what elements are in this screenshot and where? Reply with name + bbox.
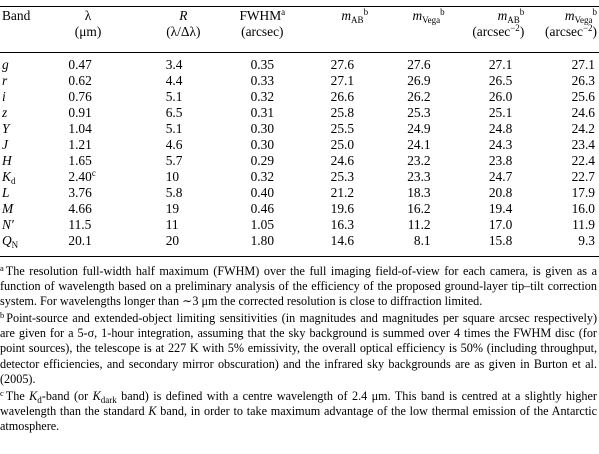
cell-band: N′ bbox=[2, 217, 14, 232]
table-row bbox=[0, 105, 599, 121]
cell-m-vega: 24.9 bbox=[407, 121, 431, 136]
cell-band: $K_d$ bbox=[2, 169, 16, 186]
cell-fwhm: 0.33 bbox=[250, 73, 275, 88]
cell-resolution: 6.5 bbox=[165, 105, 183, 120]
cell-fwhm: 0.32 bbox=[250, 169, 275, 184]
table-row bbox=[0, 137, 599, 153]
table-row bbox=[0, 201, 599, 217]
cell-m-vega: 26.9 bbox=[407, 73, 431, 88]
cell-m-ab: 25.8 bbox=[330, 105, 355, 120]
cell-lambda: 4.66 bbox=[68, 201, 92, 216]
cell-resolution: 11 bbox=[165, 217, 179, 232]
cell-fwhm: 1.80 bbox=[250, 233, 275, 248]
cell-m-ab: 26.6 bbox=[330, 89, 355, 104]
cell-m-vega-surface: 26.3 bbox=[571, 73, 595, 88]
bottom-rule bbox=[0, 256, 599, 257]
cell-m-ab: 25.3 bbox=[330, 169, 355, 184]
sensitivity-table bbox=[0, 8, 599, 249]
header-resolution: R (λ/Δλ) bbox=[166, 8, 201, 39]
cell-m-ab-surface: 25.1 bbox=[488, 105, 513, 120]
cell-m-ab: 16.3 bbox=[330, 217, 355, 232]
cell-m-ab-surface: 15.8 bbox=[488, 233, 513, 248]
cell-band: M bbox=[2, 201, 14, 216]
cell-fwhm: 0.29 bbox=[250, 153, 275, 168]
cell-m-ab-surface: 24.3 bbox=[488, 137, 513, 152]
table-row bbox=[0, 52, 599, 73]
cell-resolution: 5.1 bbox=[165, 89, 183, 104]
cell-lambda: 1.21 bbox=[68, 137, 92, 152]
cell-m-vega-surface: 23.4 bbox=[571, 137, 595, 152]
header-m-vega-surface: $m_{Vega}^b$ (arcsec$^{-2}$) bbox=[545, 7, 597, 39]
cell-m-vega-surface: 17.9 bbox=[571, 185, 595, 200]
table-notes bbox=[0, 264, 597, 436]
top-rule bbox=[0, 6, 599, 7]
cell-resolution: 20 bbox=[165, 233, 180, 248]
cell-resolution: 4.4 bbox=[165, 73, 183, 88]
cell-m-vega: 23.2 bbox=[407, 153, 431, 168]
cell-m-vega-surface: 16.0 bbox=[571, 201, 595, 216]
cell-band: Y bbox=[2, 121, 10, 136]
cell-m-ab: 25.0 bbox=[330, 137, 355, 152]
header-fwhm: FWHM$^a$ (arcsec) bbox=[239, 7, 286, 39]
table-row bbox=[0, 217, 599, 233]
note-a: $^a$ The resolution full-width half maximum (FWHM) over the full imaging field-of-view for each camera, is given as a function of wavelength based on a preliminary analysis of the efficiency of the proposed ground-layer tip–tilt correction system. For wavelengths longer than ∼3 μm the corrected resolution is close to diffraction limited. bbox=[0, 263, 597, 309]
cell-band: i bbox=[2, 89, 6, 104]
table-row bbox=[0, 121, 599, 137]
cell-lambda: 2.40$^c$ bbox=[68, 168, 96, 184]
cell-lambda: 0.47 bbox=[68, 57, 92, 72]
cell-m-ab-surface: 17.0 bbox=[488, 217, 513, 232]
cell-m-ab: 21.2 bbox=[330, 185, 355, 200]
cell-lambda: 11.5 bbox=[68, 217, 92, 232]
cell-fwhm: 0.40 bbox=[250, 185, 275, 200]
table-row bbox=[0, 169, 599, 185]
cell-resolution: 5.1 bbox=[165, 121, 183, 136]
cell-lambda: 1.04 bbox=[68, 121, 92, 136]
cell-lambda: 1.65 bbox=[68, 153, 92, 168]
cell-m-ab-surface: 23.8 bbox=[488, 153, 513, 168]
cell-resolution: 5.7 bbox=[165, 153, 183, 168]
cell-m-ab: 27.6 bbox=[330, 57, 355, 72]
cell-band: z bbox=[2, 105, 8, 120]
cell-m-vega-surface: 24.2 bbox=[571, 121, 595, 136]
cell-lambda: 0.91 bbox=[68, 105, 92, 120]
cell-m-ab: 24.6 bbox=[330, 153, 355, 168]
cell-m-vega-surface: 27.1 bbox=[571, 57, 595, 72]
header-m-vega: $m_{Vega}^b$ bbox=[412, 7, 445, 25]
cell-band: J bbox=[2, 137, 8, 152]
header-lambda: λ (μm) bbox=[74, 8, 102, 39]
cell-m-vega-surface: 25.6 bbox=[571, 89, 595, 104]
cell-fwhm: 0.30 bbox=[250, 137, 275, 152]
cell-resolution: 19 bbox=[165, 201, 180, 216]
cell-m-vega-surface: 9.3 bbox=[578, 233, 595, 248]
header-m-ab: $m_{AB}^b$ bbox=[341, 7, 369, 25]
cell-m-vega: 24.1 bbox=[407, 137, 431, 152]
cell-resolution: 3.4 bbox=[165, 57, 183, 72]
cell-band: H bbox=[2, 153, 12, 168]
table-row bbox=[0, 89, 599, 105]
table-row bbox=[0, 185, 599, 201]
cell-m-ab: 25.5 bbox=[330, 121, 355, 136]
table-row bbox=[0, 153, 599, 169]
cell-m-vega: 27.6 bbox=[407, 57, 431, 72]
note-b: $^b$ Point-source and extended-object limiting sensitivities (in magnitudes and magnitudes per square arcsec respectively) are given for a 5-σ, 1-hour integration, assuming that the sky background is summed over 4 times the FWHM disc (for point sources), the telescope is at 227 K with 5% emissivity, the overall optical efficiency is 50% (including throughput, detector efficiencies, and secondary mirror obscuration) and the infrared sky backgrounds are as given in Burton et al. (2005). bbox=[0, 310, 597, 386]
table-body bbox=[0, 52, 599, 249]
cell-m-vega-surface: 22.4 bbox=[571, 153, 595, 168]
cell-m-vega: 8.1 bbox=[413, 233, 431, 248]
cell-band: r bbox=[2, 73, 8, 88]
cell-fwhm: 0.46 bbox=[250, 201, 275, 216]
cell-resolution: 4.6 bbox=[165, 137, 183, 152]
cell-m-ab-surface: 20.8 bbox=[488, 185, 513, 200]
cell-m-vega: 23.3 bbox=[407, 169, 431, 184]
cell-m-vega: 26.2 bbox=[407, 89, 431, 104]
header-band: Band bbox=[2, 8, 31, 23]
cell-m-ab: 27.1 bbox=[330, 73, 355, 88]
cell-m-ab-surface: 19.4 bbox=[488, 201, 513, 216]
cell-fwhm: 0.35 bbox=[250, 57, 275, 72]
cell-m-ab-surface: 27.1 bbox=[488, 57, 513, 72]
cell-lambda: 0.76 bbox=[68, 89, 92, 104]
cell-fwhm: 0.30 bbox=[250, 121, 275, 136]
cell-m-ab-surface: 26.0 bbox=[488, 89, 513, 104]
cell-fwhm: 1.05 bbox=[250, 217, 275, 232]
cell-m-vega-surface: 22.7 bbox=[571, 169, 595, 184]
cell-resolution: 5.8 bbox=[165, 185, 183, 200]
cell-m-vega: 11.2 bbox=[407, 217, 431, 232]
cell-m-vega: 25.3 bbox=[407, 105, 431, 120]
cell-band: g bbox=[2, 57, 9, 72]
cell-lambda: 0.62 bbox=[68, 73, 92, 88]
cell-m-ab-surface: 24.8 bbox=[488, 121, 513, 136]
table-row bbox=[0, 73, 599, 89]
cell-m-vega: 16.2 bbox=[407, 201, 431, 216]
cell-band: L bbox=[2, 185, 10, 200]
cell-m-vega: 18.3 bbox=[407, 185, 431, 200]
table-row bbox=[0, 233, 599, 249]
header-m-ab-surface: $m_{AB}^b$ (arcsec$^{-2}$) bbox=[472, 7, 525, 39]
cell-band: $Q_N$ bbox=[2, 233, 19, 250]
cell-m-ab: 19.6 bbox=[330, 201, 355, 216]
cell-m-ab: 14.6 bbox=[330, 233, 355, 248]
cell-lambda: 3.76 bbox=[68, 185, 92, 200]
cell-fwhm: 0.32 bbox=[250, 89, 275, 104]
header-row bbox=[0, 8, 599, 52]
cell-m-ab-surface: 24.7 bbox=[488, 169, 513, 184]
cell-resolution: 10 bbox=[165, 169, 180, 184]
cell-fwhm: 0.31 bbox=[250, 105, 275, 120]
note-c: $^c$ The $K_d$-band (or $K_{dark}$ band) is defined with a centre wavelength of 2.4 μm. This band is centred at a slightly higher wavelength than the standard K band, in order to take maximum advantage of the low thermal emission of the Antarctic atmosphere. bbox=[0, 387, 597, 433]
cell-m-ab-surface: 26.5 bbox=[488, 73, 513, 88]
cell-lambda: 20.1 bbox=[68, 233, 92, 248]
cell-m-vega-surface: 24.6 bbox=[571, 105, 595, 120]
cell-m-vega-surface: 11.9 bbox=[572, 217, 595, 232]
